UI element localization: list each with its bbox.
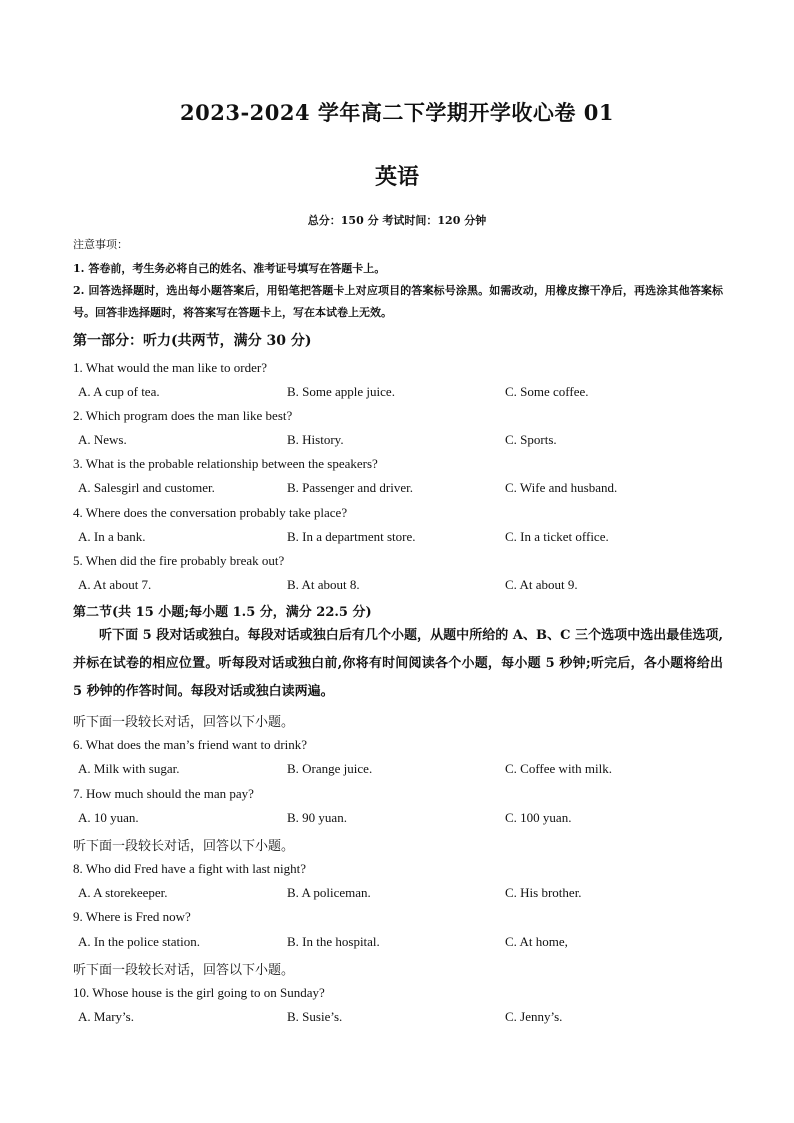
question-9: 9. Where is Fred now? (73, 909, 191, 924)
exam-meta: 总分：150 分 考试时间：120 分钟 (307, 214, 487, 227)
question-7: 7. How much should the man pay? (73, 786, 254, 801)
question-6: 6. What does the man’s friend want to drink? (73, 737, 308, 752)
question-5: 5. When did the fire probably break out? (73, 553, 285, 568)
question-5-option-a: A. At about 7. (78, 577, 152, 592)
dialog-prompt-2: 听下面一段较长对话，回答以下小题。 (73, 839, 295, 854)
dialog-prompt-3: 听下面一段较长对话，回答以下小题。 (73, 963, 295, 978)
question-6-option-c: C. Coffee with milk. (505, 761, 613, 776)
notes-item-1: 1. 答卷前，考生务必将自己的姓名、准考证号填写在答题卡上。 (73, 262, 386, 275)
notes-item-2: 2. 回答选择题时，选出每小题答案后，用铅笔把答题卡上对应项目的答案标号涂黑。如需改动，用橡皮擦干净后，再选涂其他答案标号。回答非选择题时，将答案写在答题卡上，写在本试卷上无效。 (73, 284, 723, 319)
question-4-option-a: A. In a bank. (78, 529, 146, 544)
section2-heading: 第二节(共 15 小题;每小题 1.5 分，满分 22.5 分) (73, 605, 372, 620)
question-7-option-a: A. 10 yuan. (78, 810, 139, 825)
question-4-option-c: C. In a ticket office. (505, 529, 609, 544)
question-9-option-c: C. At home, (505, 934, 568, 949)
question-2: 2. Which program does the man like best? (73, 408, 293, 423)
question-4: 4. Where does the conversation probably take place? (73, 505, 348, 520)
question-10: 10. Whose house is the girl going to on Sunday? (73, 985, 325, 1000)
question-3-option-a: A. Salesgirl and customer. (78, 480, 215, 495)
question-5-option-b: B. At about 8. (287, 577, 360, 592)
question-8-option-b: B. A policeman. (287, 885, 371, 900)
question-10-option-a: A. Mary’s. (78, 1009, 134, 1024)
question-6-option-b: B. Orange juice. (287, 761, 373, 776)
question-7-option-c: C. 100 yuan. (505, 810, 572, 825)
question-3: 3. What is the probable relationship between the speakers? (73, 456, 378, 471)
question-8-option-c: C. His brother. (505, 885, 582, 900)
exam-title: 2023-2024 学年高二下学期开学收心卷 01 (180, 100, 614, 125)
question-3-option-b: B. Passenger and driver. (287, 480, 414, 495)
question-3-option-c: C. Wife and husband. (505, 480, 618, 495)
question-9-option-a: A. In the police station. (78, 934, 201, 949)
question-1-option-b: B. Some apple juice. (287, 384, 395, 399)
question-4-option-b: B. In a department store. (287, 529, 416, 544)
question-1-option-a: A. A cup of tea. (78, 384, 160, 399)
subject-title: 英语 (374, 164, 419, 190)
notes-heading: 注意事项： (73, 238, 128, 251)
dialog-prompt-1: 听下面一段较长对话，回答以下小题。 (73, 715, 295, 730)
question-1: 1. What would the man like to order? (73, 360, 267, 375)
question-10-option-b: B. Susie’s. (287, 1009, 343, 1024)
section2-instructions: 听下面 5 段对话或独白。每段对话或独白后有几个小题，从题中所给的 A、B、C 三个选项中选出最佳选项,并标在试卷的相应位置。听每段对话或独白前,你将有时间阅读各个小题，每小题 5 秒钟;听完后，各小题将给出 5 秒钟的作答时间。每段对话或独白读两遍。 (73, 628, 723, 699)
question-5-option-c: C. At about 9. (505, 577, 578, 592)
question-8-option-a: A. A storekeeper. (78, 885, 168, 900)
question-9-option-b: B. In the hospital. (287, 934, 380, 949)
question-1-option-c: C. Some coffee. (505, 384, 589, 399)
question-2-option-c: C. Sports. (505, 432, 557, 447)
question-6-option-a: A. Milk with sugar. (78, 761, 180, 776)
question-7-option-b: B. 90 yuan. (287, 810, 347, 825)
part1-heading: 第一部分：听力(共两节，满分 30 分) (73, 333, 312, 349)
question-2-option-a: A. News. (78, 432, 127, 447)
question-2-option-b: B. History. (287, 432, 344, 447)
question-10-option-c: C. Jenny’s. (505, 1009, 563, 1024)
question-8: 8. Who did Fred have a fight with last night? (73, 861, 306, 876)
